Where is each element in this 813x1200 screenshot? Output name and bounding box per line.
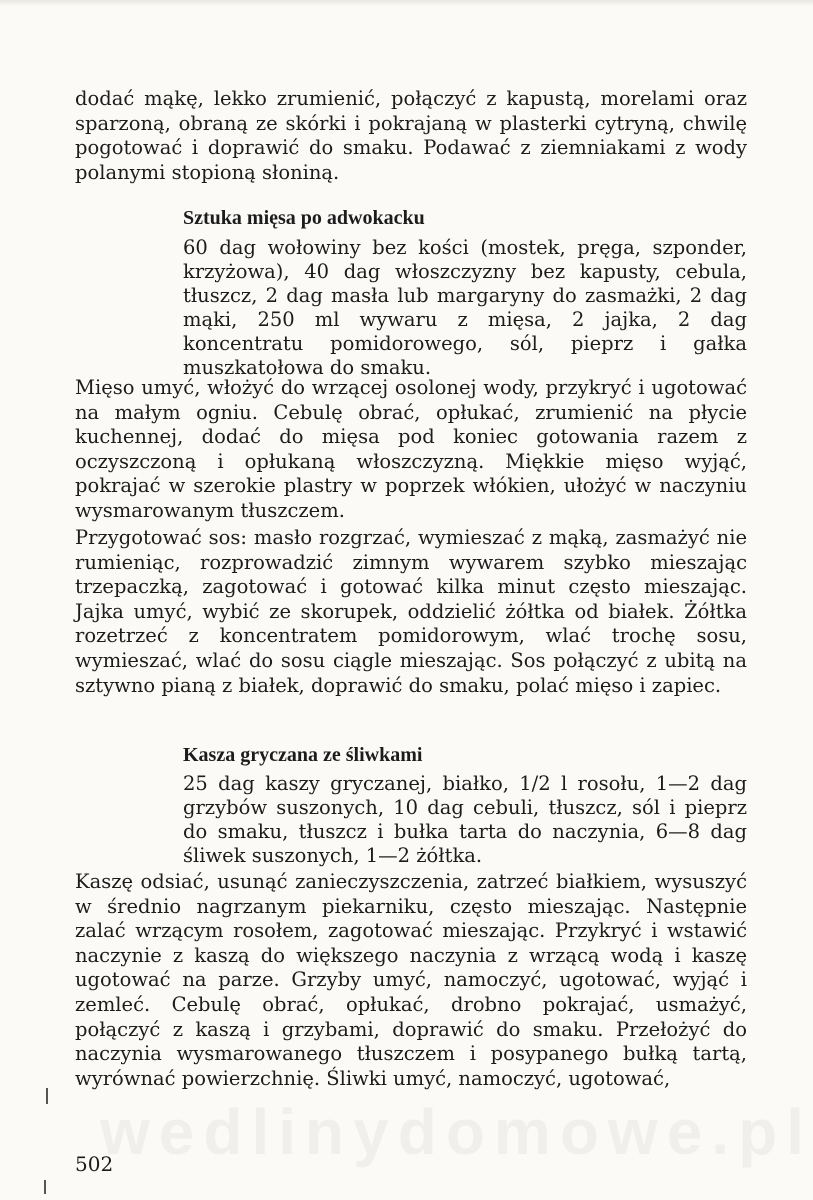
margin-mark [44, 1180, 46, 1194]
recipe-step: Mięso umyć, włożyć do wrzącej osolonej wody, przykryć i ugotować na małym ogniu. Cebulę obrać, opłukać, zrumienić na płycie kuchennej, dodać do mięsa pod koniec gotowania razem z oczyszczoną i opłukaną włoszczyzną. Miękkie mięso wyjąć, pokrajać w szerokie plastry w poprzek włókien, ułożyć w naczyniu wysmarowanym tłuszczem. [75, 376, 747, 522]
margin-mark [46, 1088, 48, 1104]
watermark [100, 1095, 813, 1169]
recipe-title: Kasza gryczana ze śliwkami [183, 744, 423, 766]
recipe-ingredients: 60 dag wołowiny bez kości (mostek, pręga, szponder, krzyżowa), 40 dag włoszczyzny bez kapusty, cebula, tłuszcz, 2 dag masła lub margaryny do zasmażki, 2 dag mąki, 250 ml wywaru z mięsa, 2 jajka, 2 dag koncentratu pomidorowego, sól, pieprz i gałka muszkatołowa do smaku. [183, 236, 747, 379]
page-top-edge [0, 0, 813, 6]
recipe-step: Kaszę odsiać, usunąć zanieczyszczenia, zatrzeć białkiem, wysuszyć w średnio nagrzanym piekarniku, często mieszając. Następnie zalać wrzącym rosołem, zagotować mieszając. Przykryć i wstawić naczynie z kaszą do większego naczynia z wrzącą wodą i kaszę ugotować na parze. Grzyby umyć, namoczyć, ugotować, wyjąć i zemleć. Cebulę obrać, opłukać, drobno pokrajać, usmażyć, połączyć z kaszą i grzybami, doprawić do smaku. Przełożyć do naczynia wysmarowanego tłuszczem i posypanego bułką tartą, wyrównać powierzchnię. Śliwki umyć, namoczyć, ugotować, [75, 870, 747, 1090]
page-number: 502 [75, 1152, 114, 1176]
intro-paragraph: dodać mąkę, lekko zrumienić, połączyć z kapustą, morelami oraz sparzoną, obraną ze skórki i pokrajaną w plasterki cytryną, chwilę pogotować i doprawić do smaku. Podawać z ziemniakami z wody polanymi stopioną słoniną. [75, 87, 747, 184]
recipe-step: Przygotować sos: masło rozgrzać, wymieszać z mąką, zasmażyć nie rumieniąc, rozprowadzić zimnym wywarem szybko mieszając trzepaczką, zagotować i gotować kilka minut często mieszając. Jajka umyć, wybić ze skorupek, oddzielić żółtka od białek. Żółtka rozetrzeć z koncentratem pomidorowym, wlać trochę sosu, wymieszać, wlać do sosu ciągle mieszając. Sos połączyć z ubitą na sztywno pianą z białek, doprawić do smaku, polać mięso i zapiec. [75, 526, 747, 697]
recipe-title: Sztuka mięsa po adwokacku [183, 207, 425, 229]
recipe-ingredients: 25 dag kaszy gryczanej, białko, 1/2 l rosołu, 1—2 dag grzybów suszonych, 10 dag cebuli, tłuszcz, sól i pieprz do smaku, tłuszcz i bułka tarta do naczynia, 6—8 dag śliwek suszonych, 1—2 żółtka. [183, 772, 747, 867]
